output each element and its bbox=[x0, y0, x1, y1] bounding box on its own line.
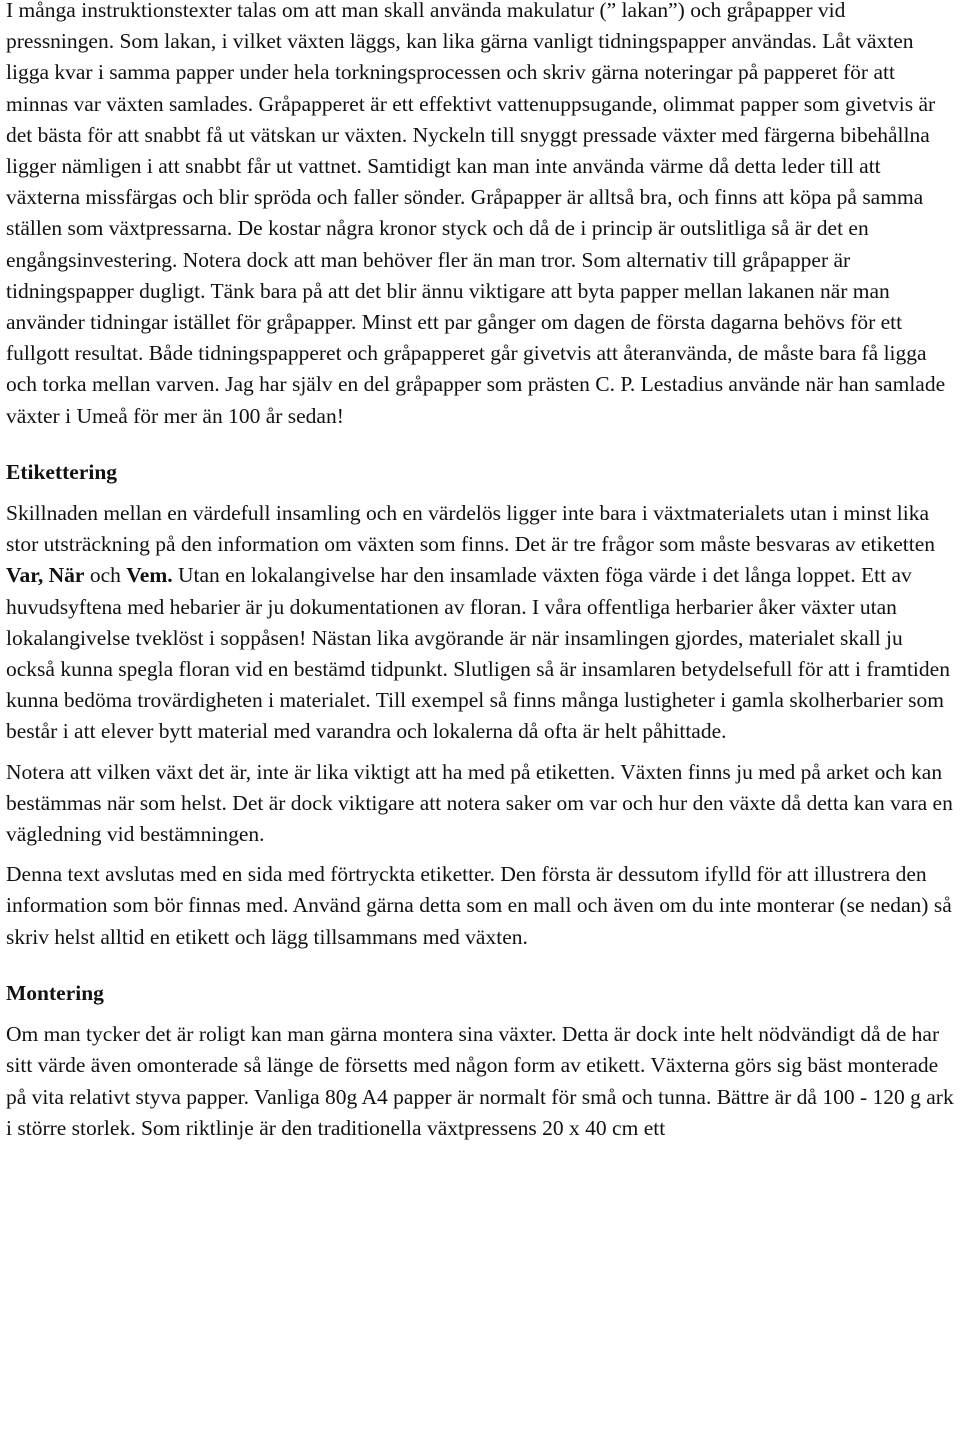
etikettering-heading: Etikettering bbox=[6, 459, 118, 484]
montering-heading: Montering bbox=[6, 980, 104, 1005]
intro-paragraph: I många instruktionstexter talas om att man skall använda makulatur (” lakan”) och gråpapper vid pressningen. Som lakan, i vilket växten läggs, kan lika gärna vanligt tidningspapper användas. Låt växten ligga kvar i samma papper under hela torkningsprocessen och skriv gärna noteringar på papperet för att minnas var växten samlades. Gråpapperet är ett effektivt vattenuppsugande, olimmat papper som givetvis är det bästa för att snabbt få ut vätskan ur växten. Nyckeln till snyggt pressade växter med färgerna bibehållna ligger nämligen i att snabbt får ut vattnet. Samtidigt kan man inte använda värme då detta leder till att växterna missfärgas och blir spröda och faller sönder. Gråpapper är alltså bra, och finns att köpa på samma ställen som växtpressarna. De kostar några kronor styck och då de i princip är outslitliga så är det en engångsinvestering. Notera dock att man behöver fler än man tror. Som alternativ till gråpapper är tidningspapper dugligt. Tänk bara på att det blir ännu viktigare att byta papper mellan lakanen när man använder tidningar istället för gråpapper. Minst ett par gånger om dagen de första dagarna behövs för ett fullgott resultat. Både tidningspapperet och gråpapperet går givetvis att återanvända, de måste bara få ligga och torka mellan varven. Jag har själv en del gråpapper som prästen C. P. Lestadius använde när han samlade växter i Umeå för mer än 100 år sedan! bbox=[6, 0, 946, 428]
etikettering-p1-after: Utan en lokalangivelse har den insamlade växten föga värde i det långa loppet. Ett av huvudsyftena med hebarier är ju dokumentationen av floran. I våra offentliga herbarier åker växter utan lokalangivelse tveklöst i soppåsen! Nästan lika avgörande är när insamlingen gjordes, materialet skall ju också kunna spegla floran vid en bestämd tidpunkt. Slutligen så är insamlaren betydelsefull för att i framtiden kunna bedöma trovärdigheten i materialet. Till exempel så finns många lustigheter i gamla skolherbarier som består i att elever bytt material med varandra och lokalerna då ofta är helt påhittade. bbox=[6, 563, 950, 744]
etikettering-p1-och: och bbox=[84, 563, 127, 588]
etikettering-paragraph-2: Notera att vilken växt det är, inte är lika viktigt att ha med på etiketten. Växten finns ju med på arket och kan bestämmas när som helst. Det är dock viktigare att notera saker om var och hur den växte då detta kan vara en vägledning vid bestämningen. bbox=[6, 759, 953, 847]
bold-var-nar: Var, När bbox=[6, 563, 85, 588]
montering-paragraph-1: Om man tycker det är roligt kan man gärna montera sina växter. Detta är dock inte helt nödvändigt då de har sitt värde även omonterade så länge de försetts med någon form av etikett. Växterna görs sig bäst monterade på vita relativt styva papper. Vanliga 80g A4 papper är normalt för små och tunna. Bättre är då 100 - 120 g ark i större storlek. Som riktlinje är den traditionella växtpressens 20 x 40 cm ett bbox=[6, 1022, 954, 1140]
etikettering-paragraph-1 bbox=[6, 498, 954, 748]
etikettering-paragraph-3: Denna text avslutas med en sida med förtryckta etiketter. Den första är dessutom ifylld för att illustrera den information som bör finnas med. Använd gärna detta som en mall och även om du inte monterar (se nedan) så skriv helst alltid en etikett och lägg tillsammans med växten. bbox=[6, 862, 952, 949]
etikettering-p1-before: Skillnaden mellan en värdefull insamling och en värdelös ligger inte bara i växtmaterialets utan i minst lika stor utsträckning på den information om växten som finns. Det är tre frågor som måste besvaras av etiketten bbox=[6, 501, 936, 557]
bold-vem: Vem. bbox=[126, 563, 173, 588]
